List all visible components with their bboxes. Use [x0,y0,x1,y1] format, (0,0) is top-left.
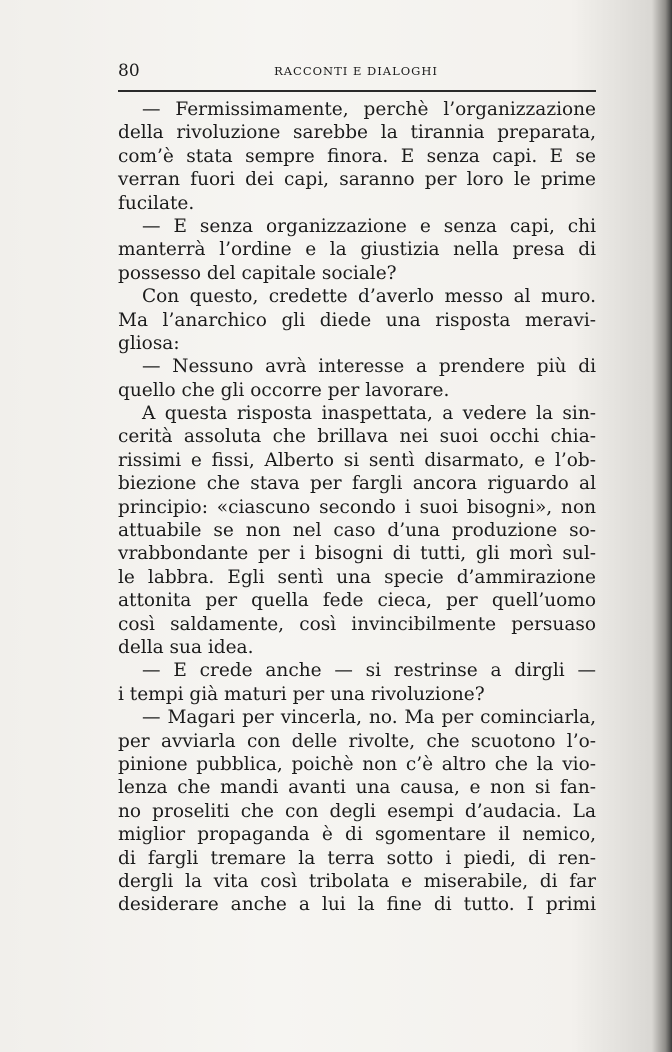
text-line: attuabile se non nel caso d’una produzione so- [118,520,596,542]
text-line: quello che gli occorre per lavorare. [118,379,450,401]
text-line: Ma l’anarchico gli diede una risposta meravi- [118,309,596,331]
text-line: della rivoluzione sarebbe la tirannia preparata, [118,122,596,144]
text-line: — Fermissimamente, perchè l’organizzazione [142,99,596,120]
text-line: della sua idea. [118,636,254,658]
text-line: — Nessuno avrà interesse a prendere più di [142,356,596,378]
text-line: possesso del capitale sociale? [118,262,397,284]
text-line: principio: «ciascuno secondo i suoi bisogni», non [118,496,596,518]
text-line: attonita per quella fede cieca, per quell’uomo [118,590,596,612]
running-title: RACCONTI E DIALOGHI [274,64,438,78]
text-line: A questa risposta inaspettata, a vedere la sin- [142,403,596,425]
text-line: vrabbondante per i bisogni di tutti, gli morì sul- [118,543,596,565]
text-line: rissimi e fissi, Alberto si sentì disarmato, e l’ob- [118,449,596,471]
text-line: biezione che stava per fargli ancora riguardo al [118,473,596,495]
text-line: manterrà l’ordine e la giustizia nella presa di [118,239,596,261]
text-line: com’è stata sempre finora. E senza capi. E se [118,145,596,167]
text-line: dergli la vita così tribolata e miserabile, di far [118,870,596,892]
page-number: 80 [118,61,140,81]
text-line: i tempi già maturi per una rivoluzione? [118,683,485,705]
text-line: verran fuori dei capi, saranno per loro le prime [118,169,596,191]
text-line: gliosa: [118,332,180,354]
text-line: — Magari per vincerla, no. Ma per cominciarla, [142,707,596,729]
text-line: no proseliti che con degli esempi d’audacia. La [118,800,596,822]
text-line: per avviarla con delle rivolte, che scuotono l’o- [118,730,596,752]
text-line: — E crede anche — si restrinse a dirgli — [142,660,596,682]
text-line: cerità assoluta che brillava nei suoi occhi chia- [118,426,596,448]
text-line: le labbra. Egli sentì una specie d’ammirazione [118,566,596,588]
text-line: Con questo, credette d’averlo messo al muro. [142,286,596,308]
page-header [118,56,594,86]
text-line: lenza che mandi avanti una causa, e non si fan- [118,777,596,799]
text-line: miglior propaganda è di sgomentare il nemico, [118,824,596,846]
header-rule [118,90,596,92]
text-line: fucilate. [118,192,195,214]
text-line: così saldamente, così invincibilmente persuaso [118,613,596,635]
text-line: — E senza organizzazione e senza capi, chi [142,215,596,237]
text-line: desiderare anche a lui la fine di tutto. I primi [118,894,596,916]
text-line: di fargli tremare la terra sotto i piedi, di ren- [118,847,596,869]
text-line: pinione pubblica, poichè non c’è altro che la vio- [118,753,596,775]
body-text [118,98,596,917]
